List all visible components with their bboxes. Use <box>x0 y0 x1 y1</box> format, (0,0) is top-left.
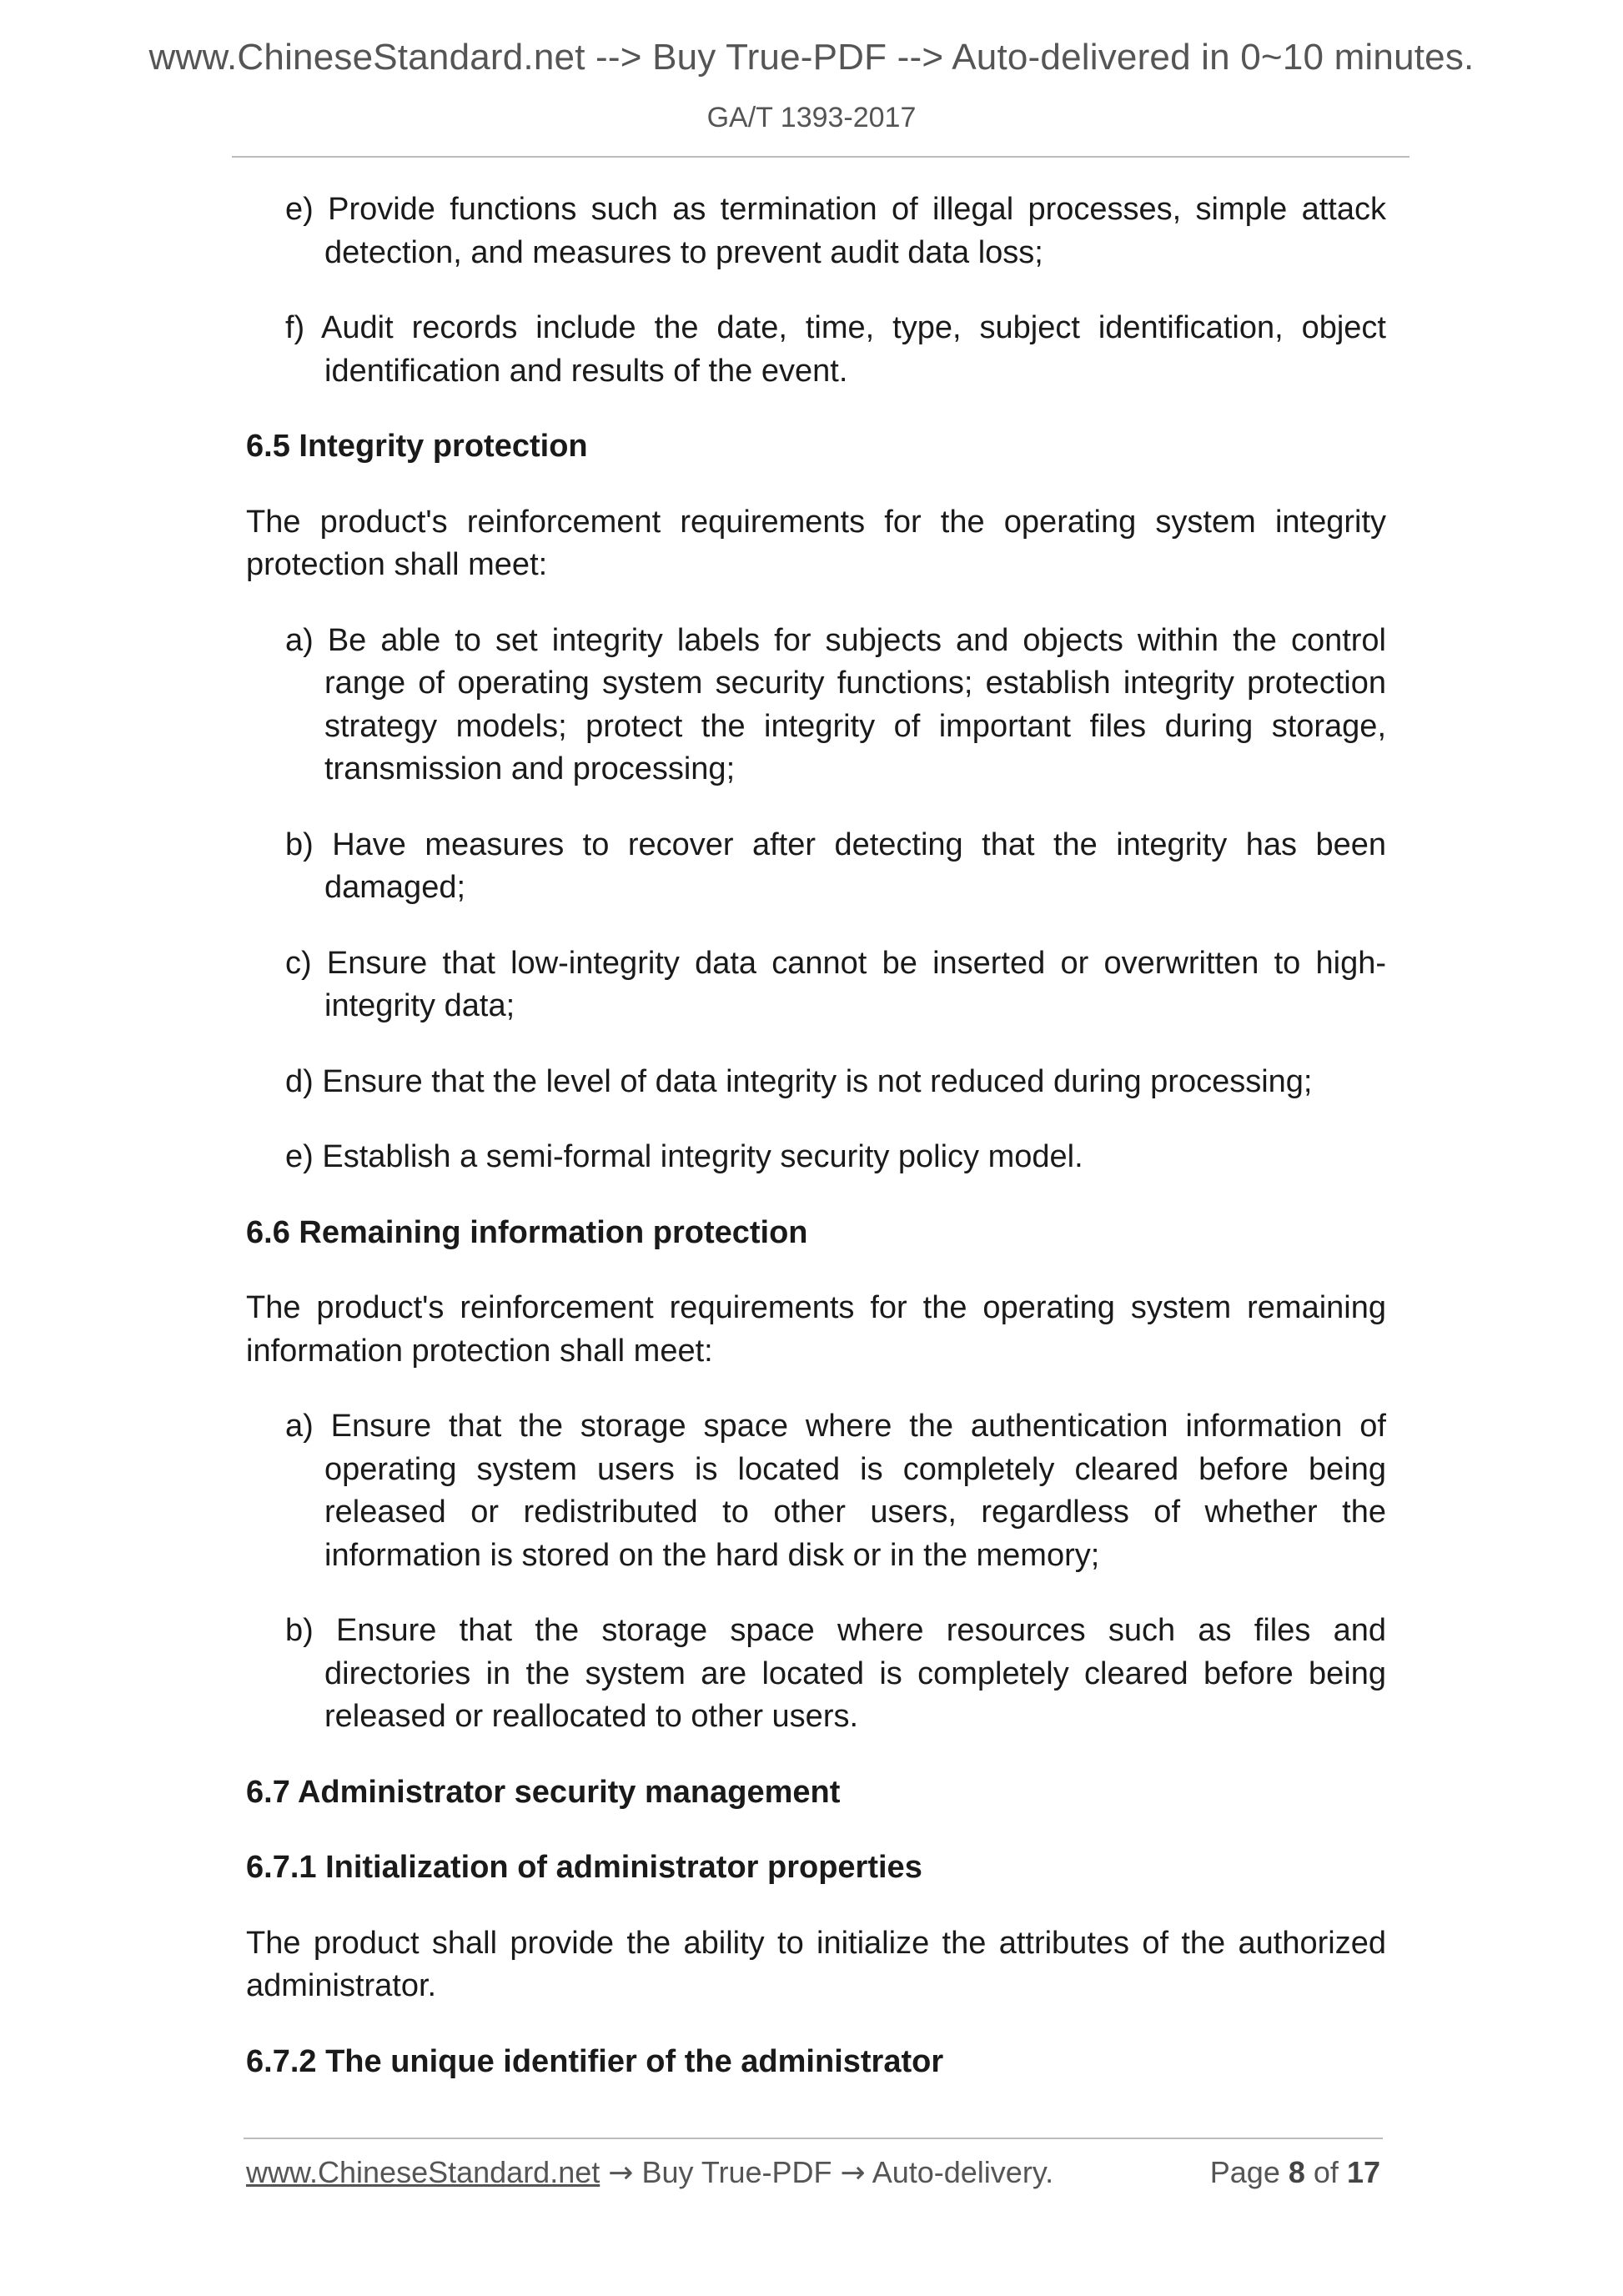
page-total: 17 <box>1346 2155 1380 2189</box>
page-label: Page <box>1209 2155 1280 2189</box>
section-heading-6-7-2: 6.7.2 The unique identifier of the administrator <box>246 2043 944 2079</box>
section-text-6-7-1: The product shall provide the ability to initialize the attributes of the authorized administrator. <box>246 1925 1386 2003</box>
document-number: GA/T 1393-2017 <box>706 102 917 133</box>
page-content <box>246 188 1386 2116</box>
list-item-6-5-c: c) Ensure that low-integrity data cannot be inserted or overwritten to high-integrity data; <box>285 945 1386 1023</box>
section-heading-6-7-1: 6.7.1 Initialization of administrator properties <box>246 1850 922 1885</box>
list-item-audit-f: f) Audit records include the date, time, type, subject identification, object identification and results of the event. <box>285 310 1386 389</box>
section-intro-6-6: The product's reinforcement requirements for the operating system remaining information protection shall meet: <box>246 1290 1386 1369</box>
list-item-6-5-d: d) Ensure that the level of data integrity is not reduced during processing; <box>285 1063 1313 1099</box>
footer-left <box>246 2155 1053 2190</box>
header-divider <box>232 156 1409 158</box>
list-item-6-5-b: b) Have measures to recover after detecting that the integrity has been damaged; <box>285 826 1386 905</box>
footer-delivery-text: Auto-delivery. <box>872 2155 1054 2189</box>
page-indicator <box>1210 2155 1380 2190</box>
section-heading-6-7: 6.7 Administrator security management <box>246 1774 841 1810</box>
top-banner: www.ChineseStandard.net --> Buy True-PDF --> Auto-delivered in 0~10 minutes. <box>148 37 1475 78</box>
arrow-right-icon: → <box>840 2156 866 2190</box>
footer-divider <box>244 2138 1383 2139</box>
arrow-right-icon: → <box>608 2156 634 2190</box>
section-heading-6-5: 6.5 Integrity protection <box>246 429 588 464</box>
list-item-6-5-a: a) Be able to set integrity labels for subjects and objects within the control range of operating system security functions; establish integrity protection strategy models; protect the integrity of important files during storage, transmission and processing; <box>285 622 1386 786</box>
list-item-audit-e: e) Provide functions such as termination of illegal processes, simple attack detection, and measures to prevent audit data loss; <box>285 192 1386 270</box>
page-current: 8 <box>1288 2155 1305 2189</box>
list-item-6-6-a: a) Ensure that the storage space where the authentication information of operating system users is located is completely cleared before being released or redistributed to other users, regardless of whether the information is stored on the hard disk or in the memory; <box>285 1409 1386 1573</box>
section-intro-6-5: The product's reinforcement requirements for the operating system integrity protection shall meet: <box>246 504 1386 582</box>
list-item-6-6-b: b) Ensure that the storage space where resources such as files and directories in the system are located is completely cleared before being released or reallocated to other users. <box>285 1613 1386 1734</box>
footer-buy-text: Buy True-PDF <box>641 2155 832 2189</box>
page-footer <box>246 2155 1380 2197</box>
list-item-6-5-e: e) Establish a semi-formal integrity security policy model. <box>285 1139 1083 1174</box>
footer-site-link[interactable]: www.ChineseStandard.net <box>246 2155 600 2189</box>
page-of-label: of <box>1313 2155 1339 2189</box>
section-heading-6-6: 6.6 Remaining information protection <box>246 1214 808 1250</box>
